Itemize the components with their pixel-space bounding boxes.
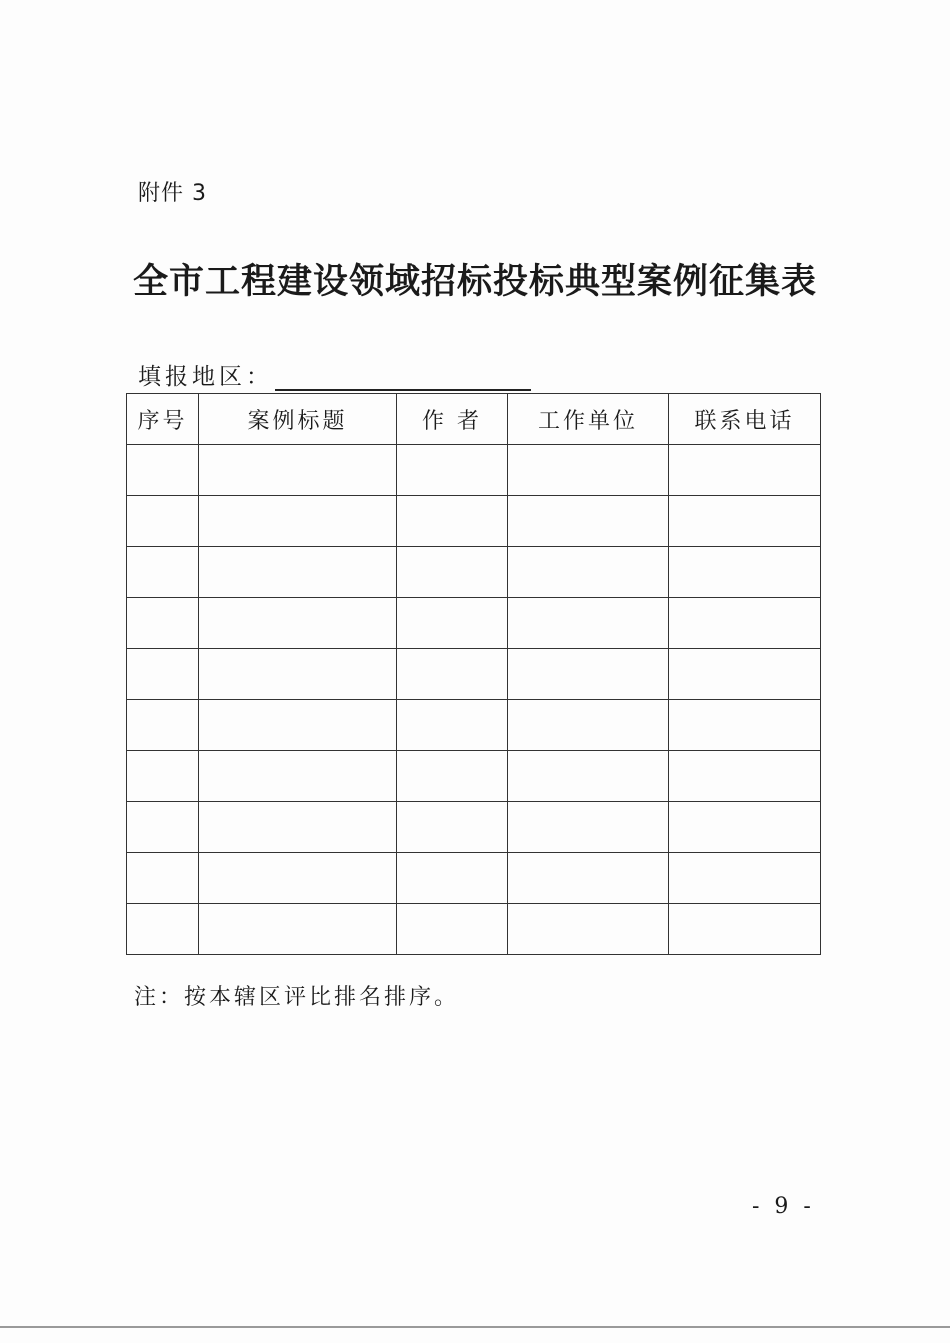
table-cell[interactable] <box>199 496 397 547</box>
header-serial-number: 序号 <box>127 394 199 445</box>
table-cell[interactable] <box>199 853 397 904</box>
table-cell[interactable] <box>669 496 821 547</box>
attachment-label: 附件 3 <box>138 181 207 206</box>
table-cell[interactable] <box>199 598 397 649</box>
header-work-unit: 工作单位 <box>508 394 669 445</box>
table-cell[interactable] <box>508 802 669 853</box>
table-cell[interactable] <box>199 751 397 802</box>
table-row <box>127 496 821 547</box>
table-cell[interactable] <box>397 751 508 802</box>
table-cell[interactable] <box>508 547 669 598</box>
table-cell[interactable] <box>669 598 821 649</box>
table-cell[interactable] <box>127 598 199 649</box>
table-cell[interactable] <box>127 547 199 598</box>
table-row <box>127 649 821 700</box>
document-title: 全市工程建设领域招标投标典型案例征集表 <box>132 261 817 302</box>
table-row <box>127 853 821 904</box>
table-cell[interactable] <box>508 700 669 751</box>
table-cell[interactable] <box>508 598 669 649</box>
table-cell[interactable] <box>669 802 821 853</box>
table-cell[interactable] <box>127 802 199 853</box>
header-contact-phone: 联系电话 <box>669 394 821 445</box>
header-case-title: 案例标题 <box>199 394 397 445</box>
table-cell[interactable] <box>127 445 199 496</box>
table-cell[interactable] <box>508 496 669 547</box>
table-cell[interactable] <box>199 700 397 751</box>
region-field-label: 填报地区： <box>138 364 273 390</box>
table-cell[interactable] <box>199 904 397 955</box>
table-cell[interactable] <box>199 649 397 700</box>
region-field <box>138 358 531 391</box>
table-cell[interactable] <box>669 751 821 802</box>
table-row <box>127 904 821 955</box>
table-cell[interactable] <box>669 853 821 904</box>
table-row <box>127 547 821 598</box>
table-cell[interactable] <box>669 904 821 955</box>
page-number: - 9 - <box>752 1194 815 1219</box>
table-row <box>127 802 821 853</box>
table-cell[interactable] <box>397 496 508 547</box>
region-field-input[interactable] <box>275 361 531 391</box>
table-cell[interactable] <box>397 598 508 649</box>
table-cell[interactable] <box>397 445 508 496</box>
table-cell[interactable] <box>199 445 397 496</box>
table-body <box>127 445 821 955</box>
table-cell[interactable] <box>397 649 508 700</box>
table-cell[interactable] <box>508 649 669 700</box>
table-row <box>127 751 821 802</box>
table-row <box>127 445 821 496</box>
table-header-row <box>127 394 821 445</box>
table-cell[interactable] <box>508 445 669 496</box>
table-cell[interactable] <box>199 802 397 853</box>
table-cell[interactable] <box>127 649 199 700</box>
table-cell[interactable] <box>199 547 397 598</box>
table-cell[interactable] <box>127 751 199 802</box>
table-cell[interactable] <box>397 904 508 955</box>
table-cell[interactable] <box>669 547 821 598</box>
table-cell[interactable] <box>669 700 821 751</box>
table-cell[interactable] <box>669 649 821 700</box>
table-cell[interactable] <box>127 700 199 751</box>
table-cell[interactable] <box>127 496 199 547</box>
table-cell[interactable] <box>508 751 669 802</box>
table-cell[interactable] <box>127 904 199 955</box>
header-author: 作 者 <box>397 394 508 445</box>
table-cell[interactable] <box>397 853 508 904</box>
table-row <box>127 700 821 751</box>
table-cell[interactable] <box>397 700 508 751</box>
table-cell[interactable] <box>397 547 508 598</box>
table-cell[interactable] <box>508 904 669 955</box>
table-row <box>127 598 821 649</box>
table-cell[interactable] <box>397 802 508 853</box>
footnote: 注：按本辖区评比排名排序。 <box>134 985 460 1010</box>
case-collection-table <box>126 393 821 955</box>
table-cell[interactable] <box>669 445 821 496</box>
page-edge-divider <box>0 1326 950 1328</box>
table-cell[interactable] <box>127 853 199 904</box>
table-cell[interactable] <box>508 853 669 904</box>
